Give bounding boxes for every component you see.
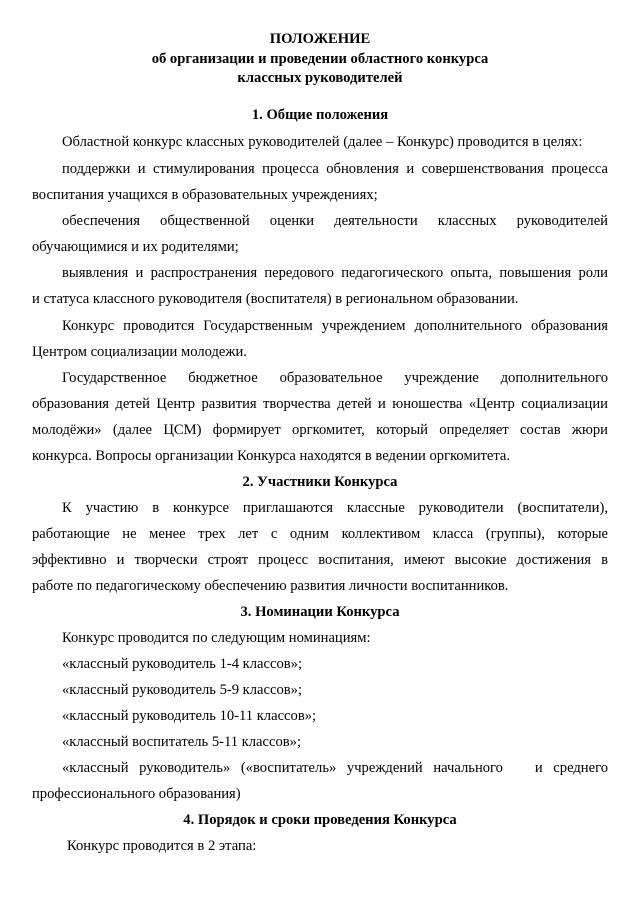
paragraph-line: образования детей Центр развития творчества детей и юношества «Центр социализации [32,396,608,412]
document-subtitle-line-2: классных руководителей [237,70,403,86]
paragraph-line: поддержки и стимулирования процесса обновления и совершенствования процесса [62,161,608,177]
list-item: «классный руководитель» («воспитатель» учреждений начального и среднего [62,760,608,776]
paragraph-line: Конкурс проводится в 2 этапа: [67,838,257,854]
paragraph-line: воспитания учащихся в образовательных учреждениях; [32,187,378,203]
paragraph-line: Областной конкурс классных руководителей (далее – Конкурс) проводится в целях: [62,134,583,150]
paragraph-line: выявления и распространения передового педагогического опыта, повышения роли [62,265,608,281]
paragraph-line: К участию в конкурсе приглашаются классные руководители (воспитатели), [62,500,608,516]
paragraph-line: работе по педагогическому обеспечению развития личности воспитанников. [32,578,509,594]
list-item-continuation: профессионального образования) [32,786,241,802]
paragraph-line: и статуса классного руководителя (воспитателя) в региональном образовании. [32,291,519,307]
list-item: Конкурс проводится по следующим номинациям: [62,630,371,646]
section-2-heading: 2. Участники Конкурса [242,474,398,490]
section-1-heading: 1. Общие положения [251,107,389,123]
paragraph-line: обучающимися и их родителями; [32,239,239,255]
document-subtitle-line-1: об организации и проведении областного конкурса [151,51,489,67]
paragraph-line: Конкурс проводится Государственным учреждением дополнительного образования [62,318,608,334]
paragraph-line: конкурса. Вопросы организации Конкурса находятся в ведении оргкомитета. [32,448,511,464]
paragraph-line: обеспечения общественной оценки деятельности классных руководителей [62,213,608,229]
paragraph-line: работающие не менее трех лет с одним коллективом класса (группы), которые [32,526,608,542]
document-title: ПОЛОЖЕНИЕ [269,31,371,47]
section-4-heading: 4. Порядок и сроки проведения Конкурса [183,812,457,828]
section-3-heading: 3. Номинации Конкурса [240,604,400,620]
list-item: «классный руководитель 10-11 классов»; [62,708,317,724]
paragraph-line: молодёжи» (далее ЦСМ) формирует оргкомитет, который определяет состав жюри [32,422,608,438]
paragraph-line: Государственное бюджетное образовательное учреждение дополнительного [62,370,608,386]
list-item: «классный воспитатель 5-11 классов»; [62,734,302,750]
list-item: «классный руководитель 5-9 классов»; [62,682,303,698]
paragraph-line: Центром социализации молодежи. [32,344,247,360]
paragraph-line: эффективно и творчески строят процесс воспитания, имеют высокие достижения в [32,552,608,568]
list-item: «классный руководитель 1-4 классов»; [62,656,303,672]
